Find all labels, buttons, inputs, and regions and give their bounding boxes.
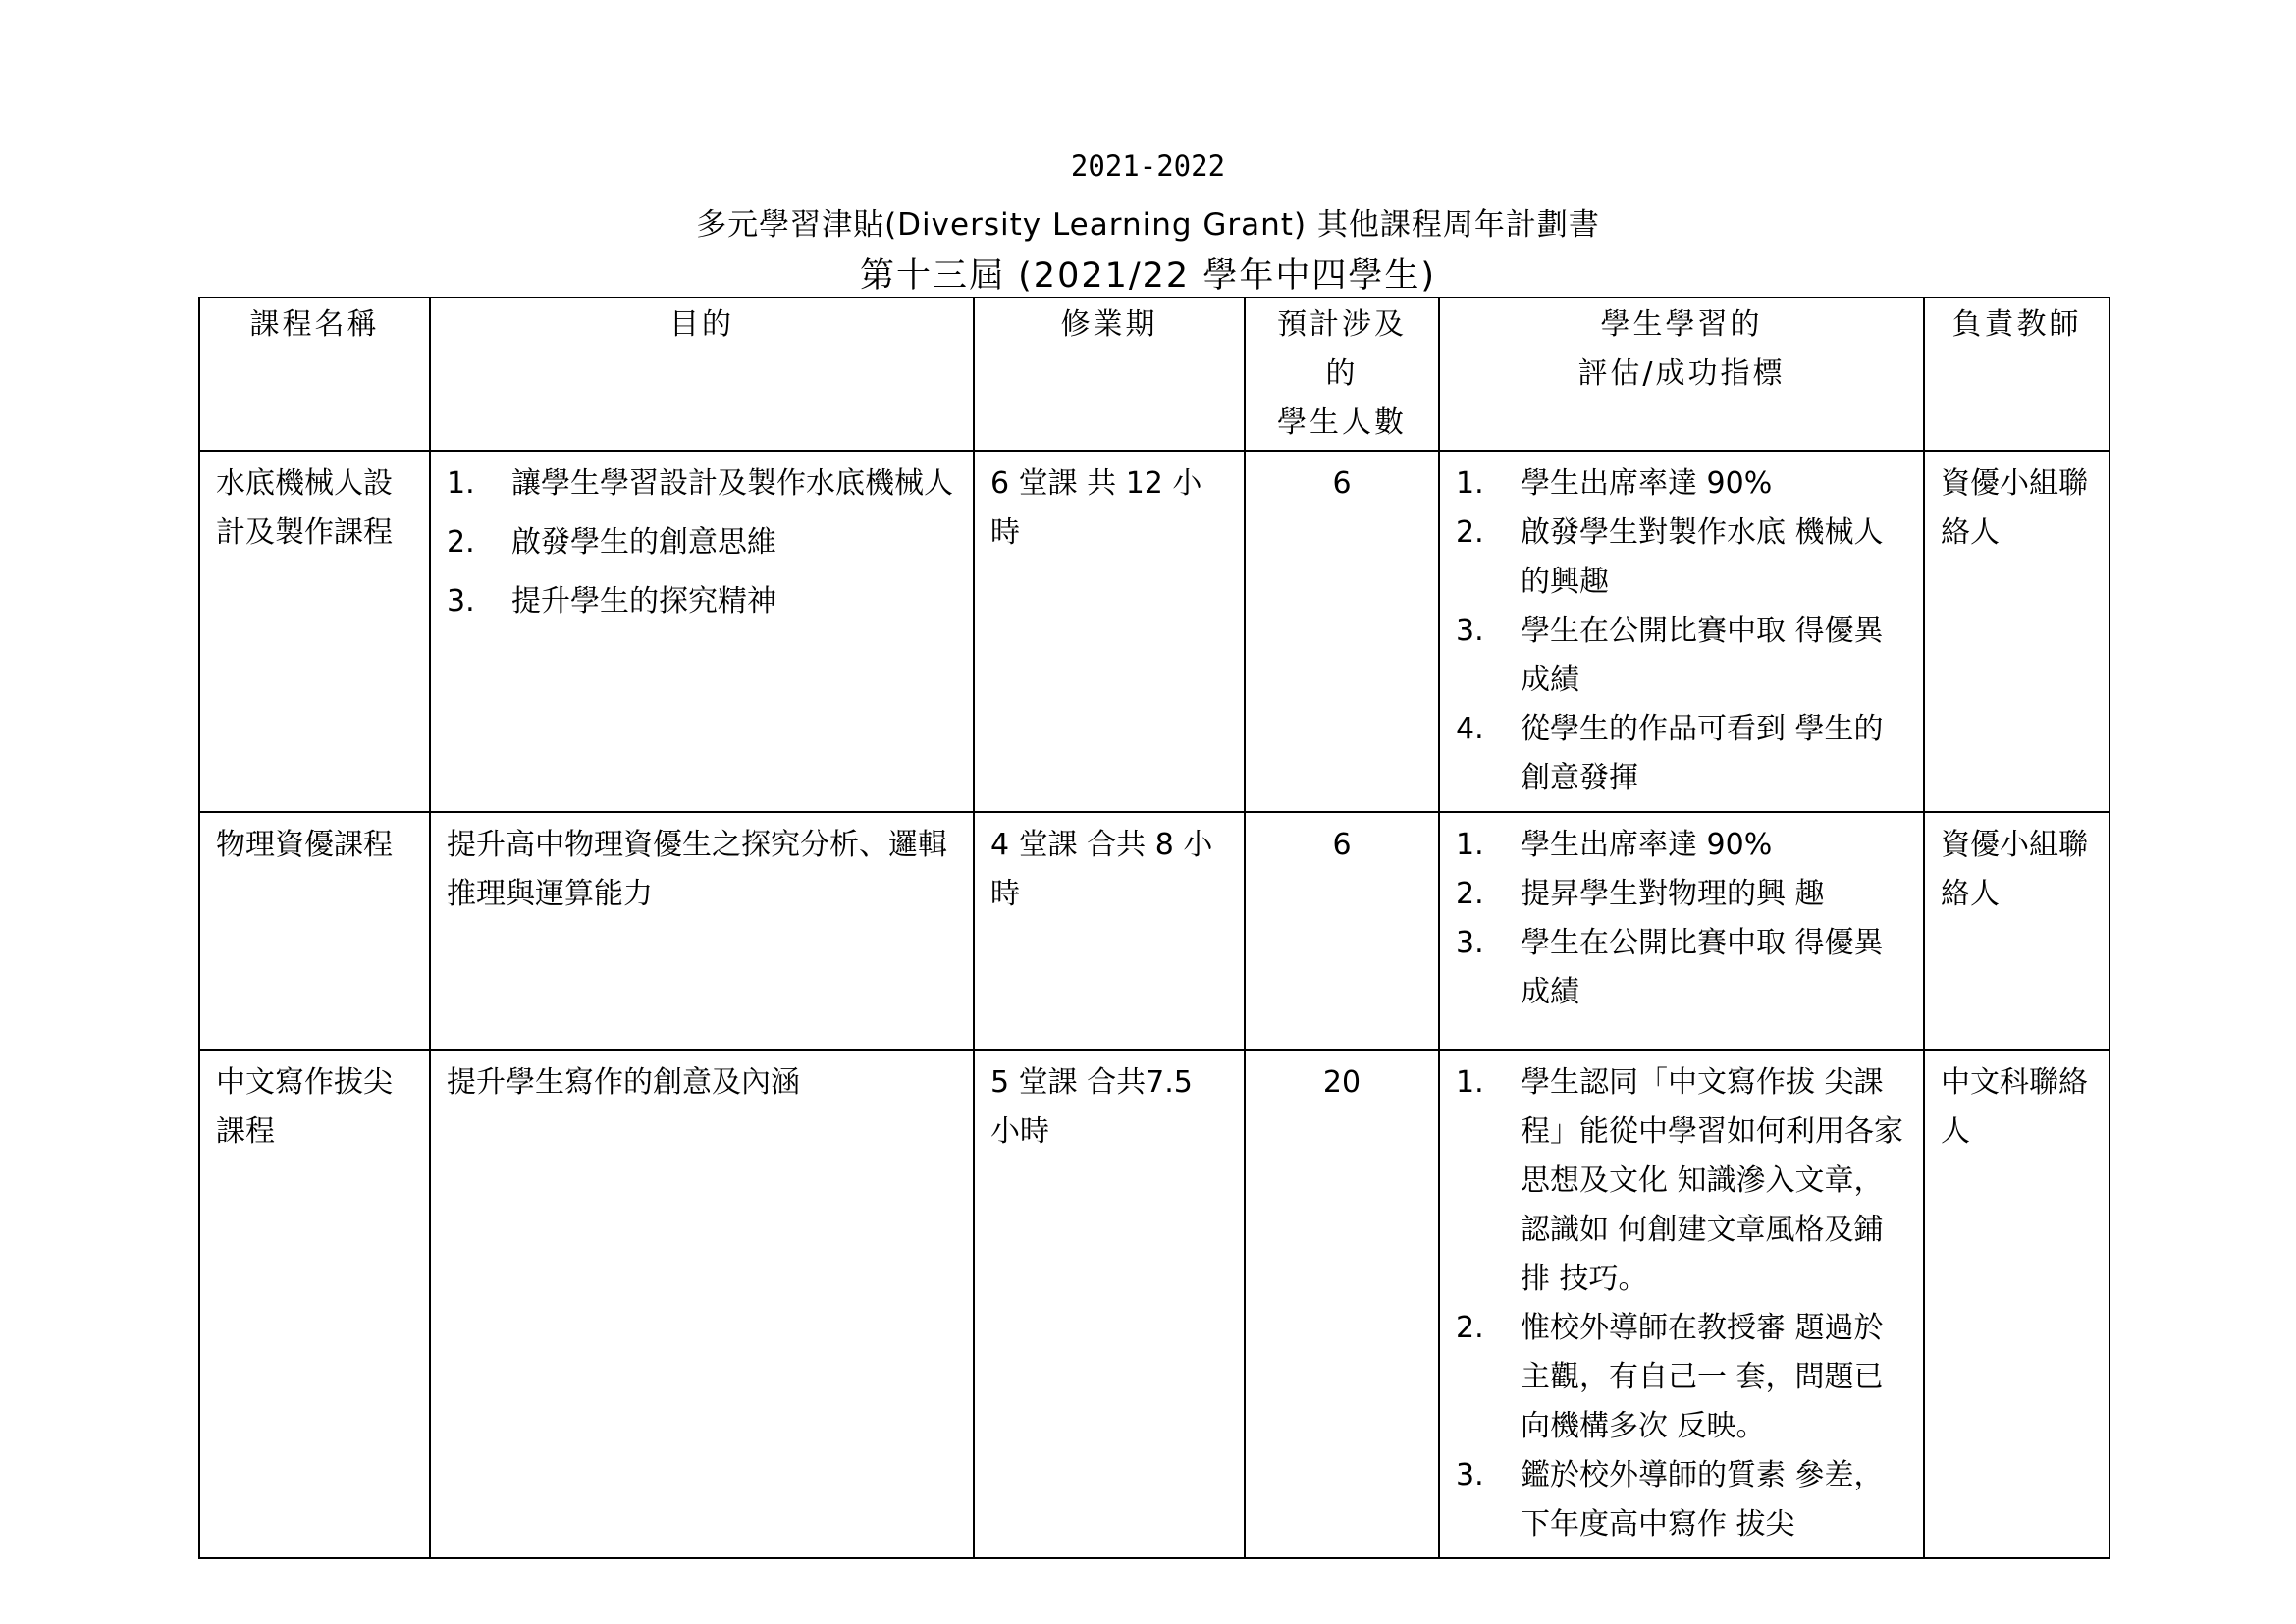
list-item: 1. 讓學生學習設計及製作水底機械人 xyxy=(447,466,953,501)
list-item: 2. 提昇學生對物理的興 趣 xyxy=(1456,877,1825,911)
col-header-aims: 目的 xyxy=(430,298,974,451)
list-item: 1. 學生出席率達 90% xyxy=(1456,828,1773,862)
course-name: 中文寫作拔尖課程 xyxy=(199,1050,430,1558)
course-duration: 5 堂課 合共7.5 小時 xyxy=(974,1050,1245,1558)
col-header-teacher: 負責教師 xyxy=(1924,298,2109,451)
success-indicators xyxy=(1439,451,1924,812)
responsible-teacher: 中文科聯絡人 xyxy=(1924,1050,2109,1558)
course-duration: 4 堂課 合共 8 小時 xyxy=(974,812,1245,1050)
list-item: 3. 提升學生的探究精神 xyxy=(447,584,776,619)
list-item: 3. 鑑於校外導師的質素 參差，下年度高中寫作 拔尖 xyxy=(1456,1458,1884,1542)
course-plan-table xyxy=(198,297,2110,1559)
list-item: 2. 啟發學生的創意思維 xyxy=(447,525,776,560)
col-header-duration: 修業期 xyxy=(974,298,1245,451)
list-item: 1. 學生出席率達 90% xyxy=(1456,466,1773,501)
success-indicators xyxy=(1439,1050,1924,1558)
student-count: 6 xyxy=(1245,812,1439,1050)
list-item: 3. 學生在公開比賽中取 得優異成績 xyxy=(1456,926,1884,1009)
col-header-students: 預計涉及的 學生人數 xyxy=(1245,298,1439,451)
col-header-indicators: 學生學習的 評估/成功指標 xyxy=(1439,298,1924,451)
table-row xyxy=(199,1050,2109,1558)
table-row xyxy=(199,812,2109,1050)
list-item: 2. 啟發學生對製作水底 機械人的興趣 xyxy=(1456,515,1884,599)
course-aims xyxy=(430,451,974,812)
course-name: 水底機械人設計及製作課程 xyxy=(199,451,430,812)
course-aims: 提升高中物理資優生之探究分析、邏輯推理與運算能力 xyxy=(430,812,974,1050)
course-aims: 提升學生寫作的創意及內涵 xyxy=(430,1050,974,1558)
document-year: 2021-2022 xyxy=(1070,149,1226,183)
list-item: 4. 從學生的作品可看到 學生的創意發揮 xyxy=(1456,712,1884,795)
document-title: 多元學習津貼(Diversity Learning Grant) 其他課程周年計劃書 xyxy=(696,207,1600,243)
student-count: 6 xyxy=(1245,451,1439,812)
course-duration: 6 堂課 共 12 小時 xyxy=(974,451,1245,812)
student-count: 20 xyxy=(1245,1050,1439,1558)
success-indicators xyxy=(1439,812,1924,1050)
document-cohort: 第十三屆 (2021/22 學年中四學生) xyxy=(860,256,1436,296)
col-header-course: 課程名稱 xyxy=(199,298,430,451)
responsible-teacher: 資優小組聯絡人 xyxy=(1924,451,2109,812)
list-item: 1. 學生認同「中文寫作拔 尖課程」能從中學習如何利用各家思想及文化 知識滲入文章，認識如 何創建文章風格及鋪排 技巧。 xyxy=(1456,1065,1903,1296)
table-row xyxy=(199,451,2109,812)
table-header-row xyxy=(199,298,2109,451)
responsible-teacher: 資優小組聯絡人 xyxy=(1924,812,2109,1050)
list-item: 2. 惟校外導師在教授審 題過於主觀，有自己一 套，問題已向機構多次 反映。 xyxy=(1456,1311,1884,1443)
list-item: 3. 學生在公開比賽中取 得優異成績 xyxy=(1456,614,1884,697)
course-name: 物理資優課程 xyxy=(199,812,430,1050)
